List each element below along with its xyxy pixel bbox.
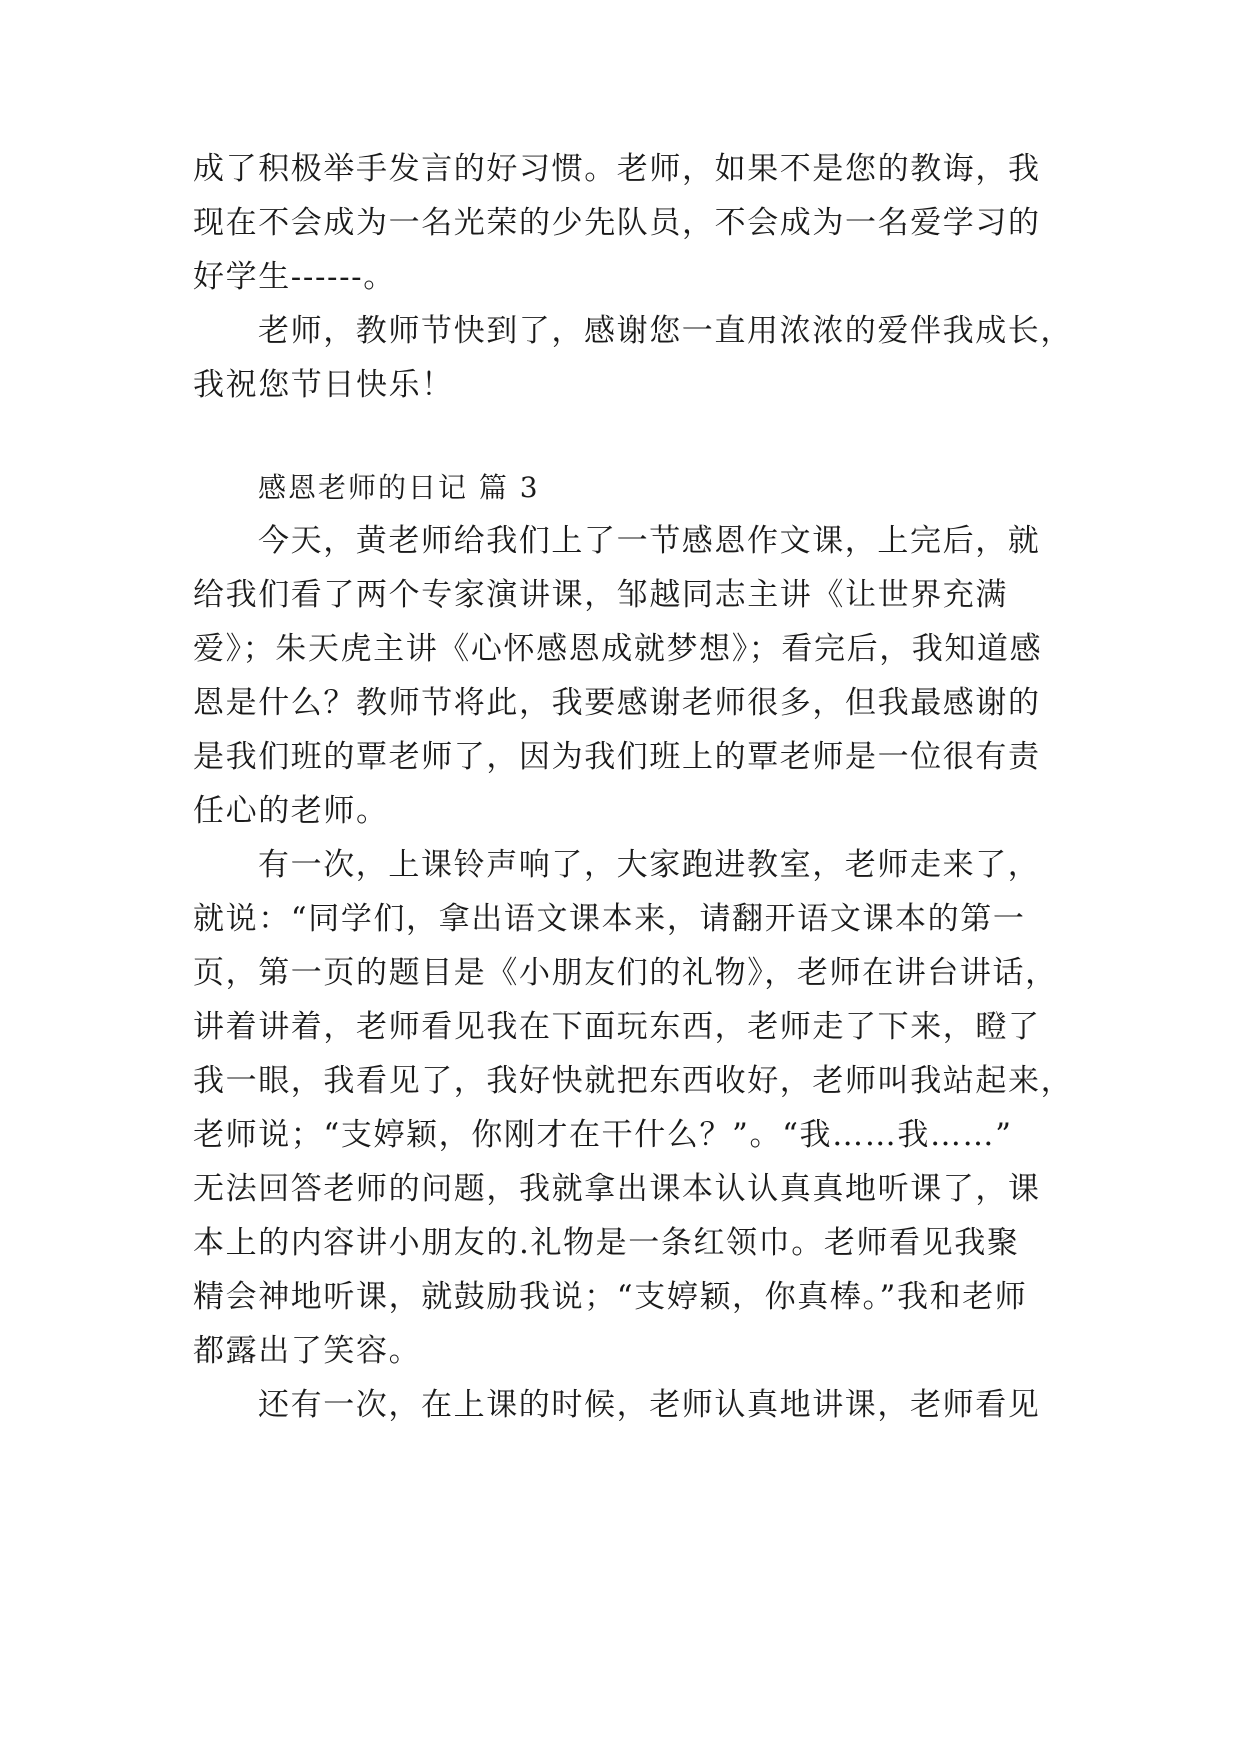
text-line: 爱》；朱天虎主讲《心怀感恩成就梦想》；看完后，我知道感 [193,631,1043,667]
text-line: 好学生------。 [193,259,396,295]
text-line: 讲着讲着，老师看见我在下面玩东西，老师走了下来，瞪了 [193,1009,1041,1045]
text-line: 我一眼，我看见了，我好快就把东西收好，老师叫我站起来， [193,1063,1074,1099]
text-line: 我祝您节日快乐！ [193,367,454,403]
text-line: 任心的老师。 [193,793,389,829]
text-line: 老师说；“支婷颖，你刚才在干什么？”。“我……我……” [193,1117,1013,1153]
text-line: 恩是什么？教师节将此，我要感谢老师很多，但我最感谢的 [193,685,1041,721]
text-line: 页，第一页的题目是《小朋友们的礼物》，老师在讲台讲话， [193,955,1058,991]
text-line: 本上的内容讲小朋友的.礼物是一条红领巾。老师看见我聚 [193,1225,1020,1261]
section-heading: 感恩老师的日记 篇 3 [258,471,540,504]
text-line: 都露出了笑容。 [193,1333,422,1369]
text-line: 精会神地听课，就鼓励我说；“支婷颖，你真棒。”我和老师 [193,1279,1028,1315]
text-line: 是我们班的覃老师了，因为我们班上的覃老师是一位很有责 [193,739,1041,775]
text-line: 就说：“同学们，拿出语文课本来，请翻开语文课本的第一 [193,901,1026,937]
text-line: 有一次，上课铃声响了，大家跑进教室，老师走来了， [258,847,1041,883]
text-line: 无法回答老师的问题，我就拿出课本认认真真地听课了，课 [193,1171,1041,1207]
text-line: 现在不会成为一名光荣的少先队员，不会成为一名爱学习的 [193,205,1041,241]
text-line: 今天，黄老师给我们上了一节感恩作文课，上完后，就 [258,523,1041,559]
text-line: 老师，教师节快到了，感谢您一直用浓浓的爱伴我成长， [258,313,1073,349]
text-line: 成了积极举手发言的好习惯。老师，如果不是您的教诲，我 [193,151,1041,187]
text-line: 给我们看了两个专家演讲课，邹越同志主讲《让世界充满 [193,577,1008,613]
text-line: 还有一次，在上课的时候，老师认真地讲课，老师看见 [258,1387,1041,1423]
